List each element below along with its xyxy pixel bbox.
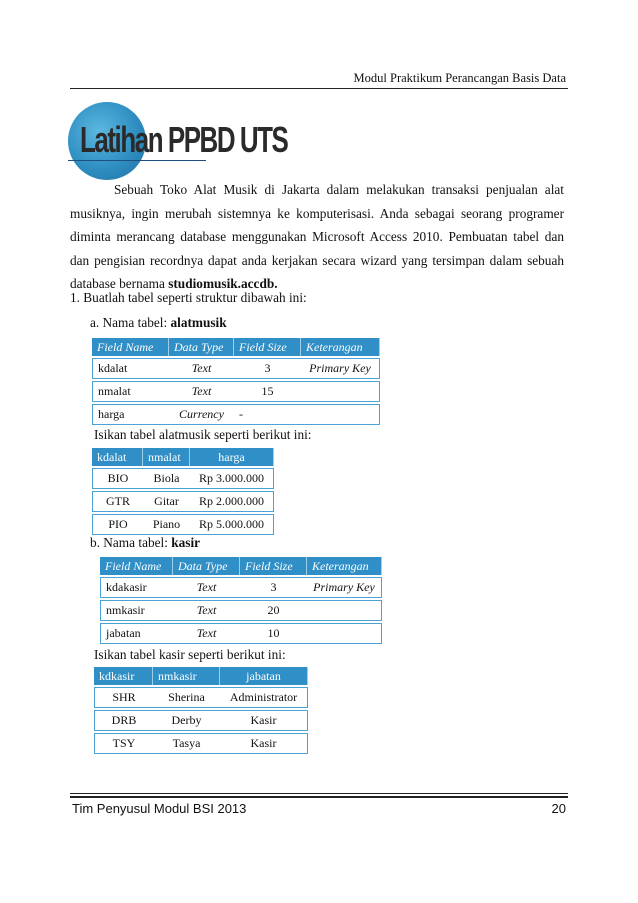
- fill-kasir-instruction: Isikan tabel kasir seperti berikut ini:: [94, 647, 286, 662]
- cell: 3: [234, 358, 301, 379]
- cell: jabatan: [100, 623, 173, 644]
- cell: Currency: [169, 404, 234, 425]
- cell: [307, 623, 382, 644]
- cell: Piano: [143, 514, 190, 535]
- footer-rule-thin: [70, 793, 568, 794]
- cell: Kasir: [220, 710, 308, 731]
- cell: kdakasir: [100, 577, 173, 598]
- cell: 20: [240, 600, 307, 621]
- database-filename: studiomusik.accdb.: [168, 276, 278, 292]
- col-kdalat: kdalat: [92, 448, 143, 466]
- cell: [301, 381, 380, 402]
- table-row: [94, 733, 308, 754]
- cell: [301, 404, 380, 425]
- cell: Text: [173, 600, 240, 621]
- cell: Kasir: [220, 733, 308, 754]
- cell: Tasya: [153, 733, 220, 754]
- footer-rule-thick: [70, 796, 568, 798]
- sub-b-label: [90, 535, 200, 551]
- col-field-name: Field Name: [100, 557, 173, 575]
- cell: Text: [169, 381, 234, 402]
- col-field-size: Field Size: [234, 338, 301, 356]
- footer-author: Tim Penyusul Modul BSI 2013: [72, 801, 247, 816]
- cell: Rp 2.000.000: [190, 491, 274, 512]
- table-row: [92, 381, 380, 402]
- page-number: 20: [551, 801, 566, 816]
- table-row: [92, 514, 274, 535]
- cell: DRB: [94, 710, 153, 731]
- table-row: [92, 468, 274, 489]
- table-row: [92, 404, 380, 425]
- cell: 10: [240, 623, 307, 644]
- col-keterangan: Keterangan: [307, 557, 382, 575]
- table-row: [94, 687, 308, 708]
- cell: Text: [169, 358, 234, 379]
- instruction-1: 1. Buatlah tabel seperti struktur dibawah ini:: [70, 290, 307, 305]
- sub-a-prefix: a. Nama tabel:: [90, 315, 171, 330]
- cell: Derby: [153, 710, 220, 731]
- col-keterangan: Keterangan: [301, 338, 380, 356]
- sub-b-prefix: b. Nama tabel:: [90, 535, 172, 550]
- col-jabatan: jabatan: [220, 667, 308, 685]
- page-header-title: Modul Praktikum Perancangan Basis Data: [353, 71, 566, 85]
- cell: Rp 3.000.000: [190, 468, 274, 489]
- col-harga: harga: [190, 448, 274, 466]
- cell: Text: [173, 623, 240, 644]
- cell: Primary Key: [307, 577, 382, 598]
- cell: GTR: [92, 491, 143, 512]
- table-row: [94, 710, 308, 731]
- cell: Text: [173, 577, 240, 598]
- sub-b-table-name: kasir: [171, 535, 201, 550]
- alatmusik-data-table: [92, 446, 274, 537]
- cell: [307, 600, 382, 621]
- header-rule: [70, 88, 568, 89]
- title-underline: [68, 160, 206, 161]
- cell: Primary Key: [301, 358, 380, 379]
- intro-text: Sebuah Toko Alat Musik di Jakarta dalam melakukan transaksi penjualan alat musiknya, ingin merubah sistemnya ke komputerisasi. Anda sebagai seorang programer diminta merancang database menggunakan Microsoft Access 2010. Pembuatan tabel dan dan pengisian recordnya dapat anda kerjakan secara wizard yang tersimpan dalam sebuah database bernama: [70, 182, 564, 292]
- col-data-type: Data Type: [169, 338, 234, 356]
- table-row: [92, 491, 274, 512]
- cell: Biola: [143, 468, 190, 489]
- cell: SHR: [94, 687, 153, 708]
- col-nmkasir: nmkasir: [153, 667, 220, 685]
- cell: 15: [234, 381, 301, 402]
- section-title: Latihan PPBD UTS: [80, 119, 288, 160]
- cell: nmalat: [92, 381, 169, 402]
- cell: 3: [240, 577, 307, 598]
- cell: Sherina: [153, 687, 220, 708]
- cell: -: [234, 404, 301, 425]
- cell: BIO: [92, 468, 143, 489]
- cell: harga: [92, 404, 169, 425]
- kasir-structure-table: [100, 555, 382, 646]
- table-row: [100, 577, 382, 598]
- cell: Administrator: [220, 687, 308, 708]
- cell: TSY: [94, 733, 153, 754]
- alatmusik-structure-table: [92, 336, 380, 427]
- cell: nmkasir: [100, 600, 173, 621]
- fill-alatmusik-instruction: Isikan tabel alatmusik seperti berikut ini:: [94, 427, 312, 442]
- sub-a-label: [90, 315, 227, 331]
- cell: Rp 5.000.000: [190, 514, 274, 535]
- col-data-type: Data Type: [173, 557, 240, 575]
- intro-paragraph: [70, 178, 564, 296]
- cell: PIO: [92, 514, 143, 535]
- section-title-block: [68, 102, 308, 182]
- cell: kdalat: [92, 358, 169, 379]
- col-field-size: Field Size: [240, 557, 307, 575]
- table-row: [92, 358, 380, 379]
- col-kdkasir: kdkasir: [94, 667, 153, 685]
- kasir-data-table: [94, 665, 308, 756]
- col-nmalat: nmalat: [143, 448, 190, 466]
- sub-a-table-name: alatmusik: [170, 315, 227, 330]
- col-field-name: Field Name: [92, 338, 169, 356]
- table-row: [100, 600, 382, 621]
- cell: Gitar: [143, 491, 190, 512]
- table-row: [100, 623, 382, 644]
